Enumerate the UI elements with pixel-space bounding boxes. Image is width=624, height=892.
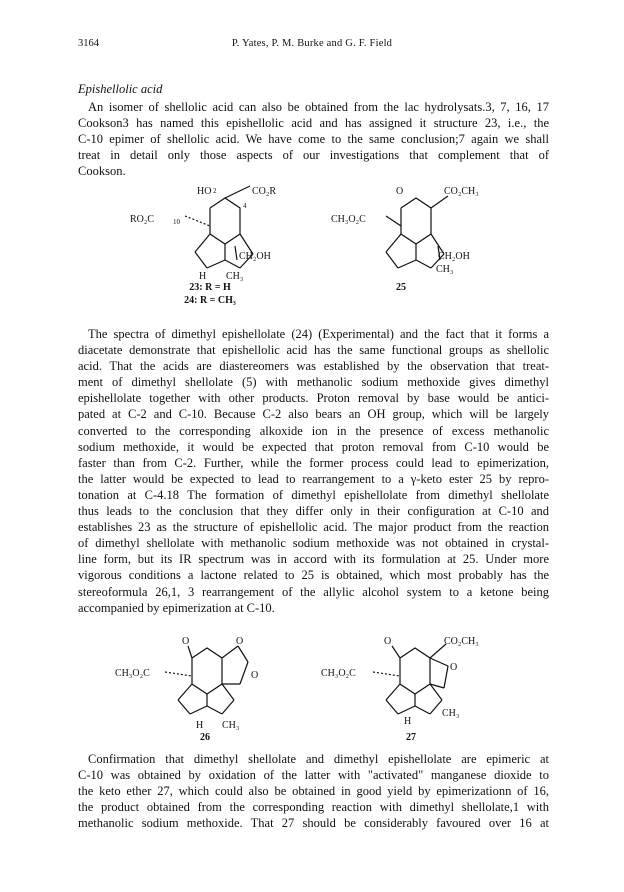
structure-27 [318,636,508,743]
struct-label: CO₂CH₃ [444,186,479,197]
text-line: vigorous conditions a lactone related to 25 is obtained, which most probably has the [78,568,549,583]
struct-label: O [384,636,392,647]
struct-label: CO₂R [252,186,277,197]
struct-label: 2 [213,187,217,195]
running-authors: P. Yates, P. M. Burke and G. F. Field [231,38,393,49]
text-line: sodium methoxide, it would be expected that proton removal from C-10 would be [78,439,549,454]
text-line: An isomer of shellolic acid can also be obtained from the lac hydrolysats.3, 7, 16, 17 [88,100,549,114]
text-line: converted to the corresponding alkoxide ion in the presence of excess methanolic [78,423,549,438]
page-number: 3164 [78,38,99,49]
text-line: epishellolate together with other products. Proton removal by base would be antici- [78,391,549,406]
structure-25 [326,186,496,293]
structure-23-24-drawing [125,186,295,286]
text-line: C-10 was obtained by oxidation of the latter with "activated" manganese dioxide to [78,768,549,783]
structure-23-24 [125,186,295,306]
struct-label: CH₃O₂C [115,668,150,679]
running-header [78,38,546,54]
text-line: ment of dimethyl shellolate (5) with methanolic sodium methoxide gives dimethyl [78,375,549,390]
struct-label: 4 [243,202,247,210]
struct-label: CH₂OH [438,251,470,262]
text-line: the product obtained from the corresponding reaction with dimethyl shellolate,1 with [78,800,549,815]
text-line: treat in detail only those aspects of our investigations that complement that of [78,148,549,163]
structure-caption: 25 [396,282,406,293]
struct-label: H [196,720,204,731]
struct-label: RO₂C [130,214,155,225]
struct-label: O [236,636,244,647]
struct-label: H [404,716,412,727]
text-line: Cookson3 has named this epishellolic acid and has assigned it structure 23, i.e., the [78,116,549,131]
struct-label: H [199,271,207,282]
structure-27-drawing [318,636,508,736]
text-line: diacetate demonstrate that epishellolic acid has the same functional groups as shellolic [78,343,549,358]
structure-caption: 23: R = H [189,282,231,293]
paragraph-intro [78,99,549,179]
text-line: Cookson. [78,164,126,179]
struct-label: CH₃O₂C [321,668,356,679]
paragraph-discussion [78,326,549,616]
structure-26-drawing [110,636,290,736]
struct-label: CH₃O₂C [331,214,366,225]
struct-label: CO₂CH₃ [444,636,479,647]
structure-26 [110,636,290,743]
struct-label: CH₃ [436,264,454,275]
structure-caption: 24: R = CH₃ [184,295,236,306]
text-line: stereoformula 26,1, 3 rearrangement of the allylic alcohol system to a ketone being [78,584,549,599]
text-line: C-10 epimer of shellolic acid. We have come to the same conclusion;7 again we shall [78,132,549,147]
text-line: of dimethyl shellolate with methanolic sodium methoxide was not obtained in crystal- [78,536,549,551]
structure-caption: 27 [406,732,416,743]
struct-label: O [450,662,458,673]
text-line: the keto ether 27, which could also be obtained in good yield by epimerizationn of 16, [78,784,549,799]
structure-25-drawing [326,186,496,286]
text-line: Confirmation that dimethyl shellolate and dimethyl epishellolate are epimeric at [88,752,549,766]
text-line: pated at C-2 and C-10. Because C-2 also bears an OH group, which will be largely [78,407,549,422]
struct-label: O [182,636,190,647]
text-line: The spectra of dimethyl epishellolate (24) (Experimental) and the fact that it forms a [88,327,549,341]
structure-caption: 26 [200,732,210,743]
text-line: methanolic sodium methoxide. That 27 should be considerably favoured over 16 at [78,816,549,831]
struct-label: CH₃ [226,271,244,282]
text-line: faster than from C-2. Further, while the former process could lead to epimerization, [78,455,549,470]
struct-label: O [396,186,404,197]
paragraph-confirmation [78,751,549,831]
text-line: the latter would be expected to lead to rearrangement to a γ-keto ester 25 by repro- [78,471,549,486]
struct-label: CH₃ [222,720,240,731]
text-line: thus leads to the conclusion that they differ only in their configuration at C-10 and [78,504,549,519]
text-line: acid. That the acids are diastereomers was established by the observation that treat- [78,359,549,374]
struct-label: O [251,670,259,681]
section-title: Epishellolic acid [78,82,163,96]
text-line: accompanied by epimerization at C-10. [78,600,275,615]
text-line: establishes 23 as the structure of epishellolic acid. The major product from the reaction [78,520,549,535]
struct-label: CH₂OH [239,251,271,262]
struct-label: HO [197,186,212,197]
text-line: line form, but its IR spectrum was in accord with its formulation at 25. Under more [78,552,549,567]
struct-label: 10 [173,218,180,226]
struct-label: CH₃ [442,708,460,719]
text-line: tonation at C-4.18 The formation of dimethyl epishellolate from dimethyl shellolate [78,487,549,502]
